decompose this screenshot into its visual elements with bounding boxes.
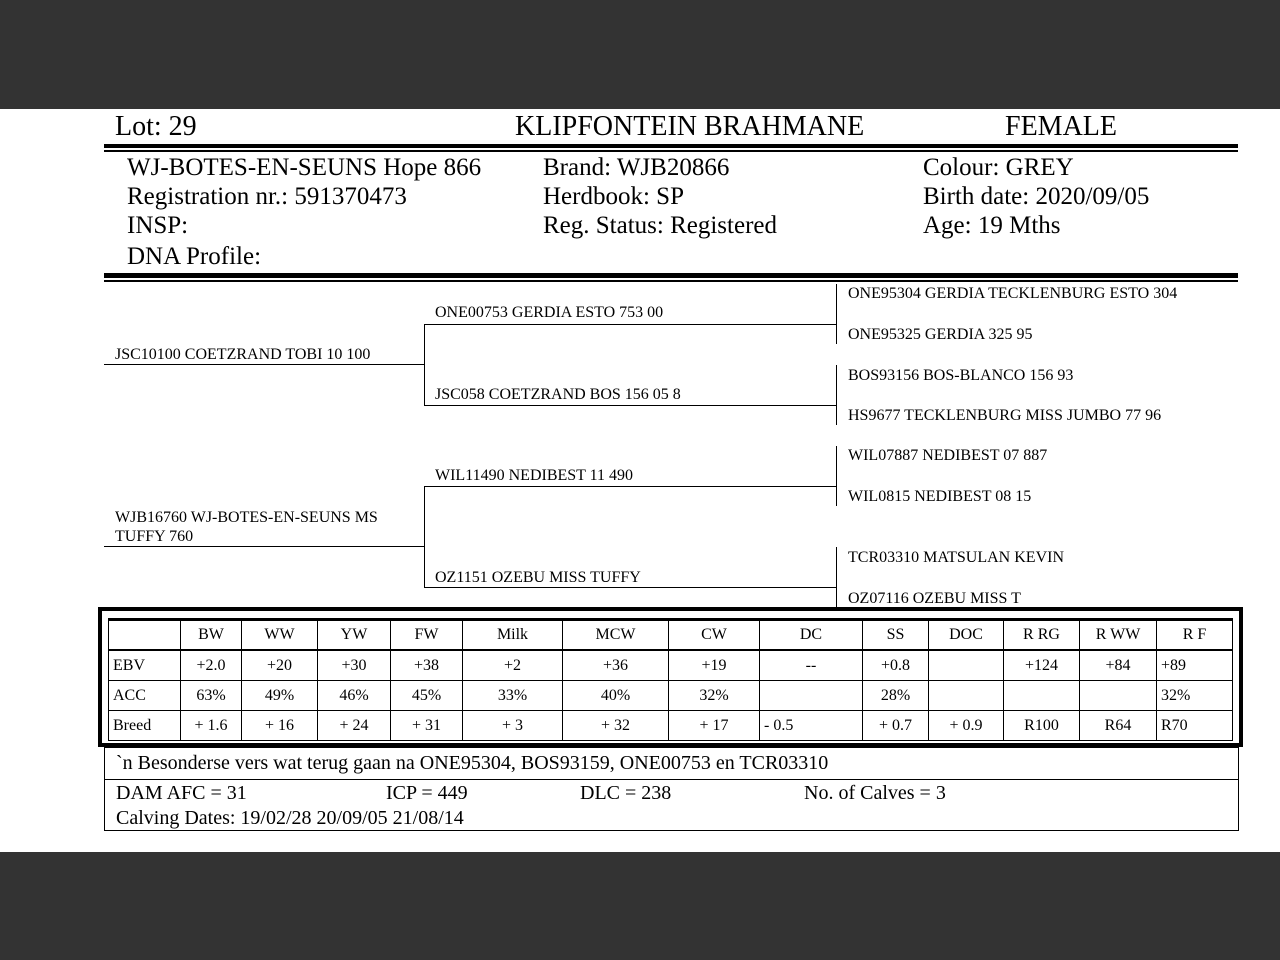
ebv-row-label: Breed [109,711,181,741]
ebv-cell: 33% [463,681,563,711]
dd-line [424,587,836,588]
ebv-table [108,618,1233,741]
ebv-cell: 49% [242,681,318,711]
ebv-row-acc [109,681,1233,711]
calves-count: No. of Calves = 3 [804,782,946,804]
registration-number: Registration nr.: 591370473 [127,183,407,210]
ebv-col-rrg: R RG [1004,620,1080,651]
ebv-cell: +19 [669,650,760,681]
ss-line [424,324,836,325]
colour-field: Colour: GREY [923,154,1074,181]
ebv-cell: 32% [1157,681,1233,711]
calving-dates: Calving Dates: 19/02/28 20/09/05 21/08/14 [116,807,464,829]
breeder-name: KLIPFONTEIN BRAHMANE [515,111,865,142]
lot-label [115,111,197,143]
ebv-cell: +2.0 [181,650,242,681]
pedigree-dds: TCR03310 MATSULAN KEVIN [848,549,1064,566]
lot-label-text: Lot: [115,111,162,142]
ebv-cell: R64 [1080,711,1157,741]
ebv-cell: 32% [669,681,760,711]
header-rule-top [104,144,1238,148]
ebv-row-label: ACC [109,681,181,711]
pedigree-dam-dam: OZ1151 OZEBU MISS TUFFY [435,569,641,586]
ebv-cell: +0.8 [863,650,929,681]
pedigree-dss: WIL07887 NEDIBEST 07 887 [848,447,1048,464]
pedigree-sdd: HS9677 TECKLENBURG MISS JUMBO 77 96 [848,407,1162,424]
ebv-col-fw: FW [391,620,463,651]
ebv-cell: +89 [1157,650,1233,681]
ebv-col-cw: CW [669,620,760,651]
ebv-cell: 40% [563,681,669,711]
ebv-cell: + 0.7 [863,711,929,741]
ebv-cell: R100 [1004,711,1080,741]
ebv-cell: +84 [1080,650,1157,681]
ebv-cell [929,681,1004,711]
pedigree-dam-sire: WIL11490 NEDIBEST 11 490 [435,467,634,484]
ss-bracket [836,284,837,344]
ebv-row-label: EBV [109,650,181,681]
ebv-row-ebv [109,650,1233,681]
sd-bracket [836,365,837,425]
ebv-cell: + 3 [463,711,563,741]
pedigree-dam-line2: TUFFY 760 [115,528,194,545]
ebv-col-bw: BW [181,620,242,651]
ebv-cell [1080,681,1157,711]
ebv-cell: + 16 [242,711,318,741]
ebv-col-mcw: MCW [563,620,669,651]
ebv-cell: 46% [318,681,391,711]
ebv-cell: + 24 [318,711,391,741]
ebv-cell: + 31 [391,711,463,741]
ebv-cell: +36 [563,650,669,681]
pedigree-sire: JSC10100 COETZRAND TOBI 10 100 [115,346,371,363]
info-rule-bottom-2 [104,280,1238,282]
catalogue-sheet [0,109,1280,852]
pedigree-sds: BOS93156 BOS-BLANCO 156 93 [848,367,1074,384]
birth-date-field: Birth date: 2020/09/05 [923,183,1150,210]
insp-label: INSP: [127,212,189,239]
ebv-cell: +2 [463,650,563,681]
pedigree-sire-dam: JSC058 COETZRAND BOS 156 05 8 [435,386,681,403]
ebv-col-rww: R WW [1080,620,1157,651]
notes-divider [105,779,1238,780]
dam-bracket [424,486,425,587]
ebv-cell: + 1.6 [181,711,242,741]
age-field: Age: 19 Mths [923,212,1061,239]
ebv-cell: + 0.9 [929,711,1004,741]
ebv-cell: 63% [181,681,242,711]
ebv-cell: +30 [318,650,391,681]
lot-number: 29 [168,111,197,142]
herdbook-field: Herdbook: SP [543,183,684,210]
pedigree-dsd: WIL0815 NEDIBEST 08 15 [848,488,1032,505]
brand-field: Brand: WJB20866 [543,154,730,181]
ebv-col-ss: SS [863,620,929,651]
dam-afc: DAM AFC = 31 [116,782,247,804]
ebv-col-blank [109,620,181,651]
pedigree-sss: ONE95304 GERDIA TECKLENBURG ESTO 304 [848,285,1178,302]
ebv-col-dc: DC [760,620,863,651]
dlc-value: DLC = 238 [580,782,672,804]
header-rule-top-2 [104,150,1238,152]
sex-label: FEMALE [1005,111,1117,142]
ebv-cell: -- [760,650,863,681]
dd-bracket [836,547,837,607]
ebv-col-milk: Milk [463,620,563,651]
ebv-cell [929,650,1004,681]
pedigree-dam [115,508,378,546]
ebv-col-yw: YW [318,620,391,651]
ebv-cell [760,681,863,711]
dam-line [104,546,424,547]
ebv-cell: +124 [1004,650,1080,681]
pedigree-ddd: OZ07116 OZEBU MISS T [848,590,1021,607]
ebv-cell: R70 [1157,711,1233,741]
ds-line [424,486,836,487]
pedigree-ssd: ONE95325 GERDIA 325 95 [848,326,1033,343]
ebv-cell: +38 [391,650,463,681]
ebv-header-row [109,620,1233,651]
ebv-cell: 45% [391,681,463,711]
sire-bracket [424,324,425,405]
ebv-row-breed [109,711,1233,741]
ebv-col-ww: WW [242,620,318,651]
sd-line [424,405,836,406]
notes-box [104,747,1239,831]
ebv-cell [1004,681,1080,711]
ebv-cell: 28% [863,681,929,711]
pedigree-dam-line1: WJB16760 WJ-BOTES-EN-SEUNS MS [115,509,378,526]
ebv-cell: + 17 [669,711,760,741]
animal-name: WJ-BOTES-EN-SEUNS Hope 866 [127,154,482,181]
pedigree-sire-sire: ONE00753 GERDIA ESTO 753 00 [435,304,664,321]
info-rule-bottom [104,273,1238,278]
reg-status-field: Reg. Status: Registered [543,212,777,239]
ebv-cell: - 0.5 [760,711,863,741]
ebv-cell: + 32 [563,711,669,741]
sire-line [104,364,424,365]
ebv-cell: +20 [242,650,318,681]
ebv-col-doc: DOC [929,620,1004,651]
dna-profile-label: DNA Profile: [127,243,262,270]
ebv-col-rf: R F [1157,620,1233,651]
remark-text: `n Besonderse vers wat terug gaan na ONE95304, BOS93159, ONE00753 en TCR03310 [116,752,829,774]
icp-value: ICP = 449 [386,782,468,804]
ds-bracket [836,446,837,506]
